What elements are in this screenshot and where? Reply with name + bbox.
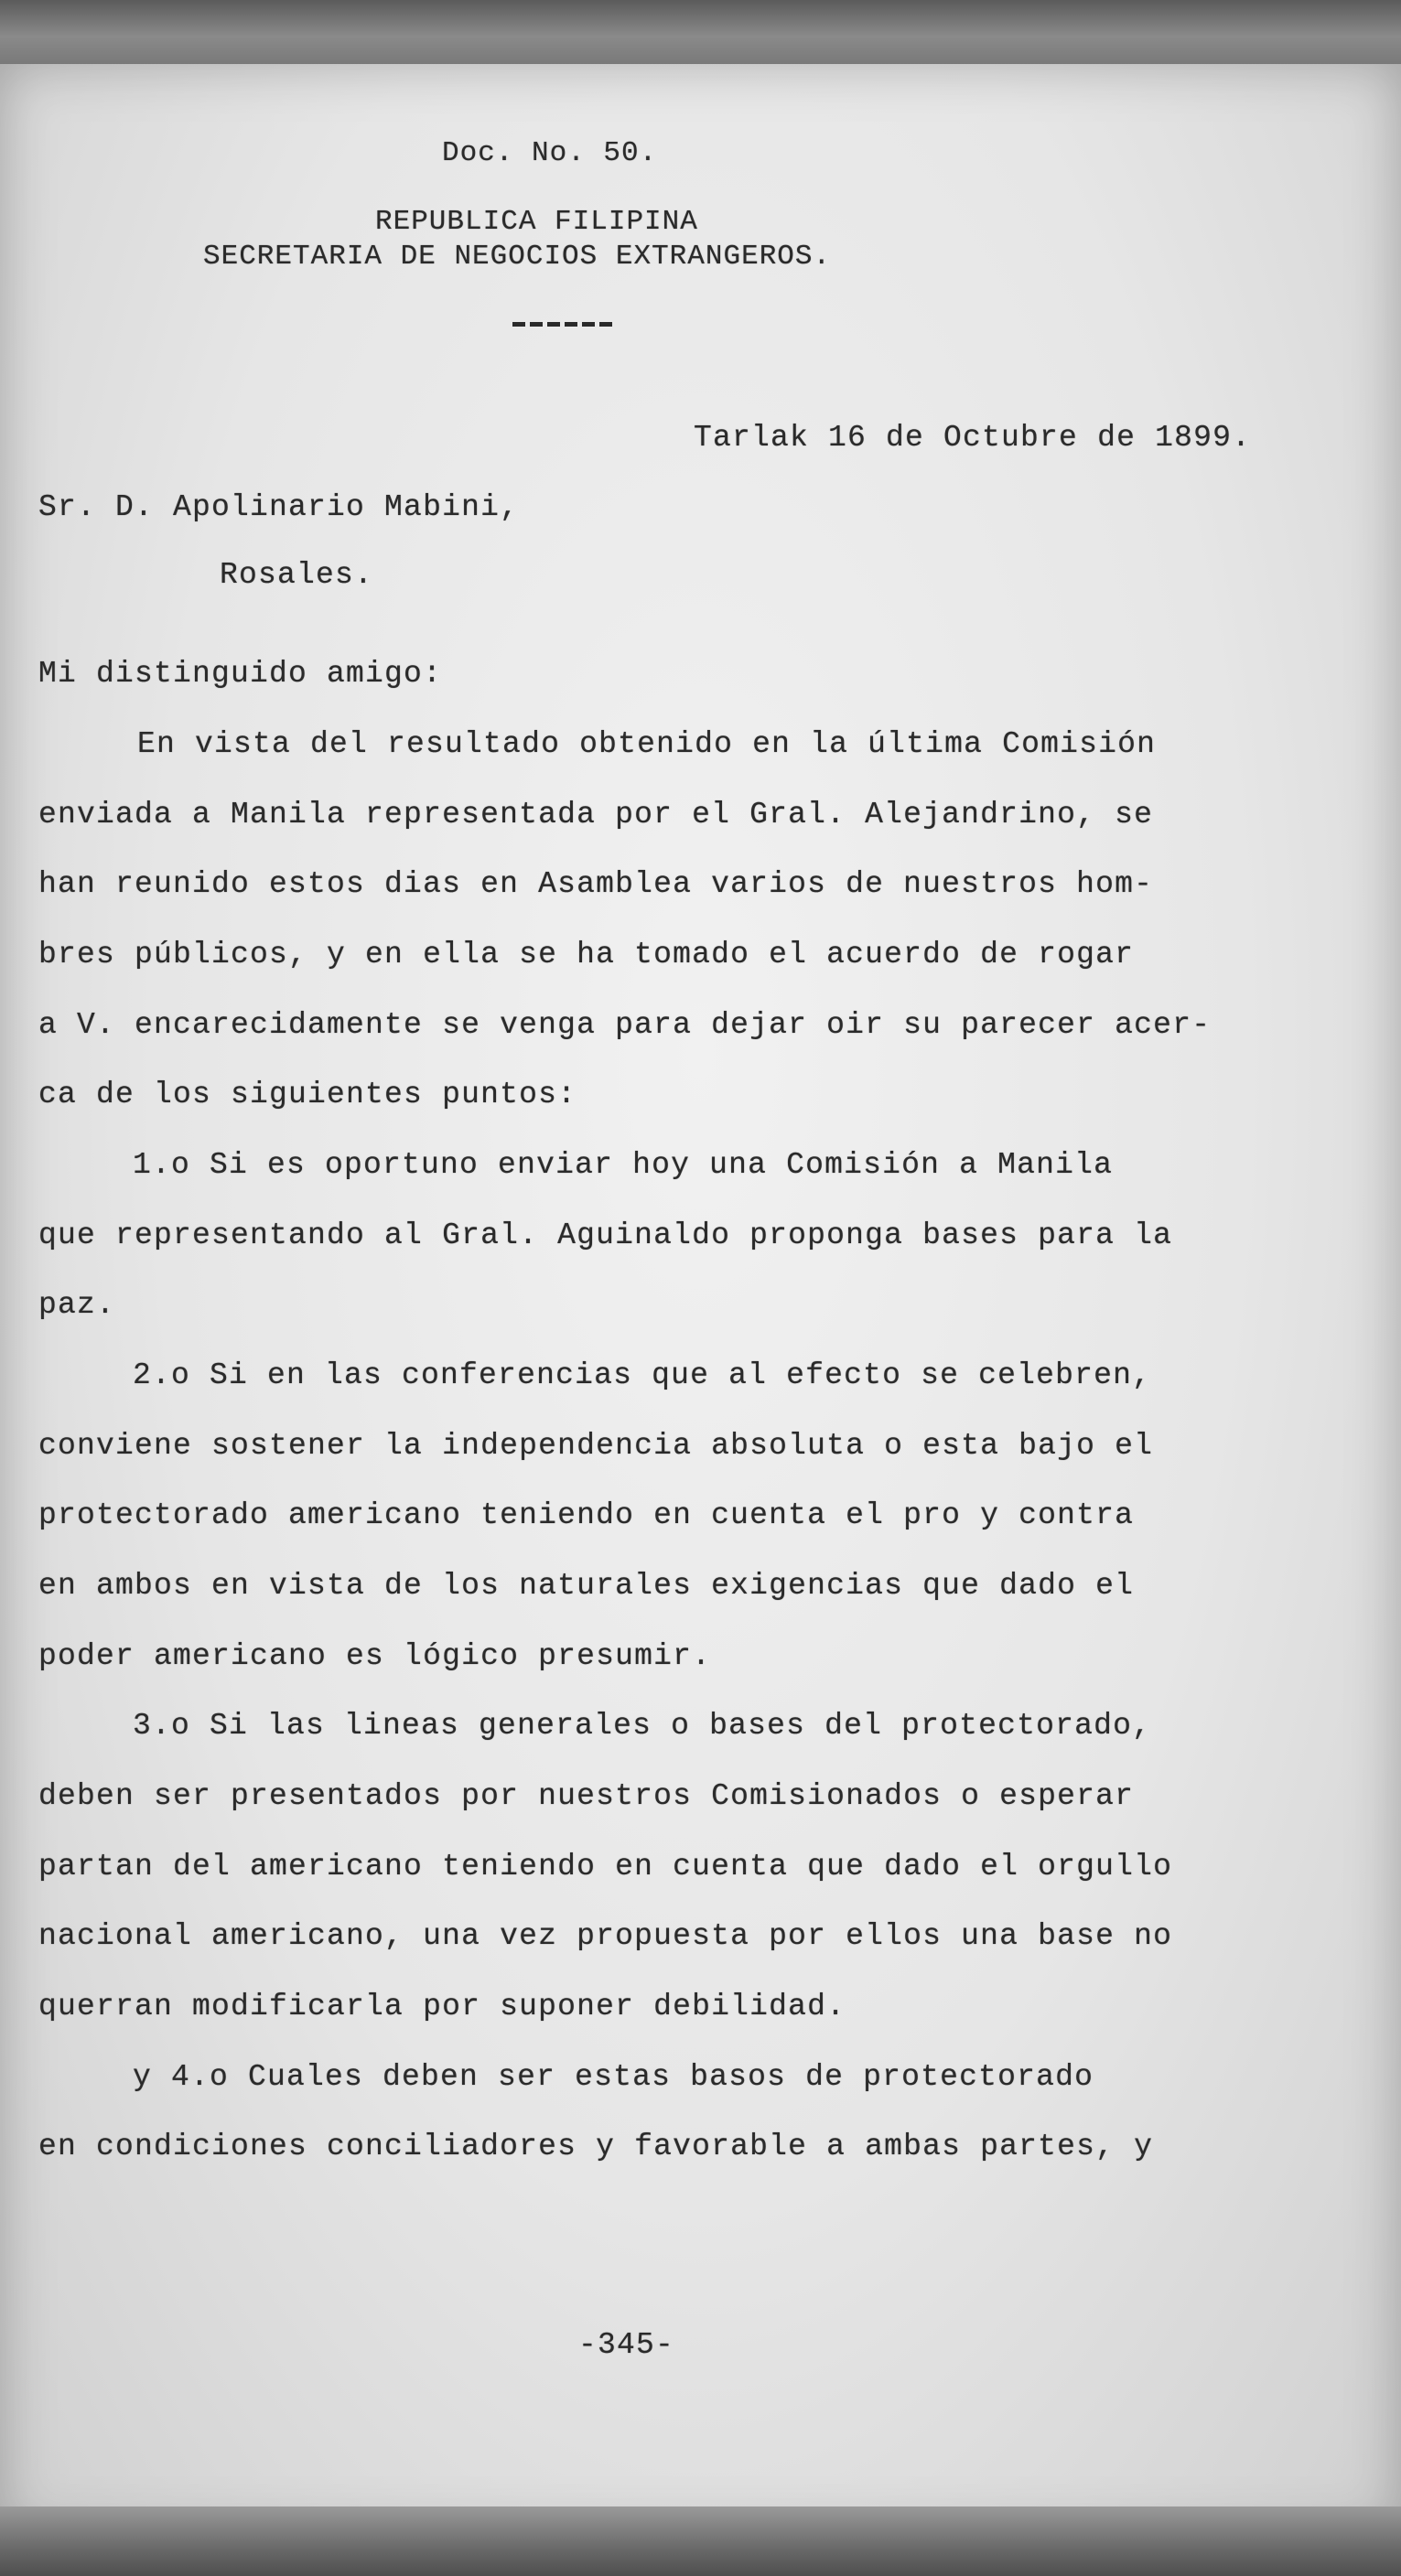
scan-bottom-edge [0, 2506, 1401, 2576]
body-line: en ambos en vista de los naturales exigencias que dado el [38, 1569, 1135, 1603]
body-line: En vista del resultado obtenido en la última Comisión [137, 727, 1157, 761]
body-line: querran modificarla por suponer debilidad. [38, 1990, 846, 2023]
date-line: Tarlak 16 de Octubre de 1899. [694, 421, 1252, 455]
body-line: 1.o Si es oportuno enviar hoy una Comisión a Manila [133, 1148, 1114, 1182]
body-line: y 4.o Cuales deben ser estas basos de protectorado [133, 2060, 1094, 2094]
body-line: en condiciones conciliadores y favorable a ambas partes, y [38, 2130, 1154, 2163]
secretariat-heading: SECRETARIA DE NEGOCIOS EXTRANGEROS. [203, 241, 832, 273]
body-line: ca de los siguientes puntos: [38, 1078, 577, 1111]
addressee-name: Sr. D. Apolinario Mabini, [38, 490, 520, 524]
doc-number: Doc. No. 50. [442, 137, 658, 169]
body-line: poder americano es lógico presumir. [38, 1639, 712, 1673]
page-number: -345- [578, 2328, 675, 2362]
heading-divider [512, 322, 615, 327]
body-line: deben ser presentados por nuestros Comisionados o esperar [38, 1779, 1135, 1813]
body-line: 3.o Si las lineas generales o bases del protectorado, [133, 1709, 1152, 1743]
body-line: a V. encarecidamente se venga para dejar oir su parecer acer- [38, 1008, 1212, 1042]
body-line: bres públicos, y en ella se ha tomado el acuerdo de rogar [38, 938, 1135, 971]
body-line: 2.o Si en las conferencias que al efecto se celebren, [133, 1358, 1152, 1392]
body-line: protectorado americano teniendo en cuenta el pro y contra [38, 1498, 1135, 1532]
body-line: paz. [38, 1288, 116, 1322]
body-line: partan del americano teniendo en cuenta que dado el orgullo [38, 1850, 1173, 1884]
body-line: enviada a Manila representada por el Gral. Alejandrino, se [38, 798, 1154, 832]
body-line: han reunido estos dias en Asamblea varios de nuestros hom- [38, 867, 1154, 901]
body-line: nacional americano, una vez propuesta por ellos una base no [38, 1919, 1173, 1953]
salutation: Mi distinguido amigo: [38, 657, 443, 691]
body-line: conviene sostener la independencia absoluta o esta bajo el [38, 1429, 1154, 1463]
body-line: que representando al Gral. Aguinaldo proponga bases para la [38, 1218, 1173, 1252]
addressee-place: Rosales. [220, 558, 374, 592]
republic-heading: REPUBLICA FILIPINA [375, 206, 698, 238]
